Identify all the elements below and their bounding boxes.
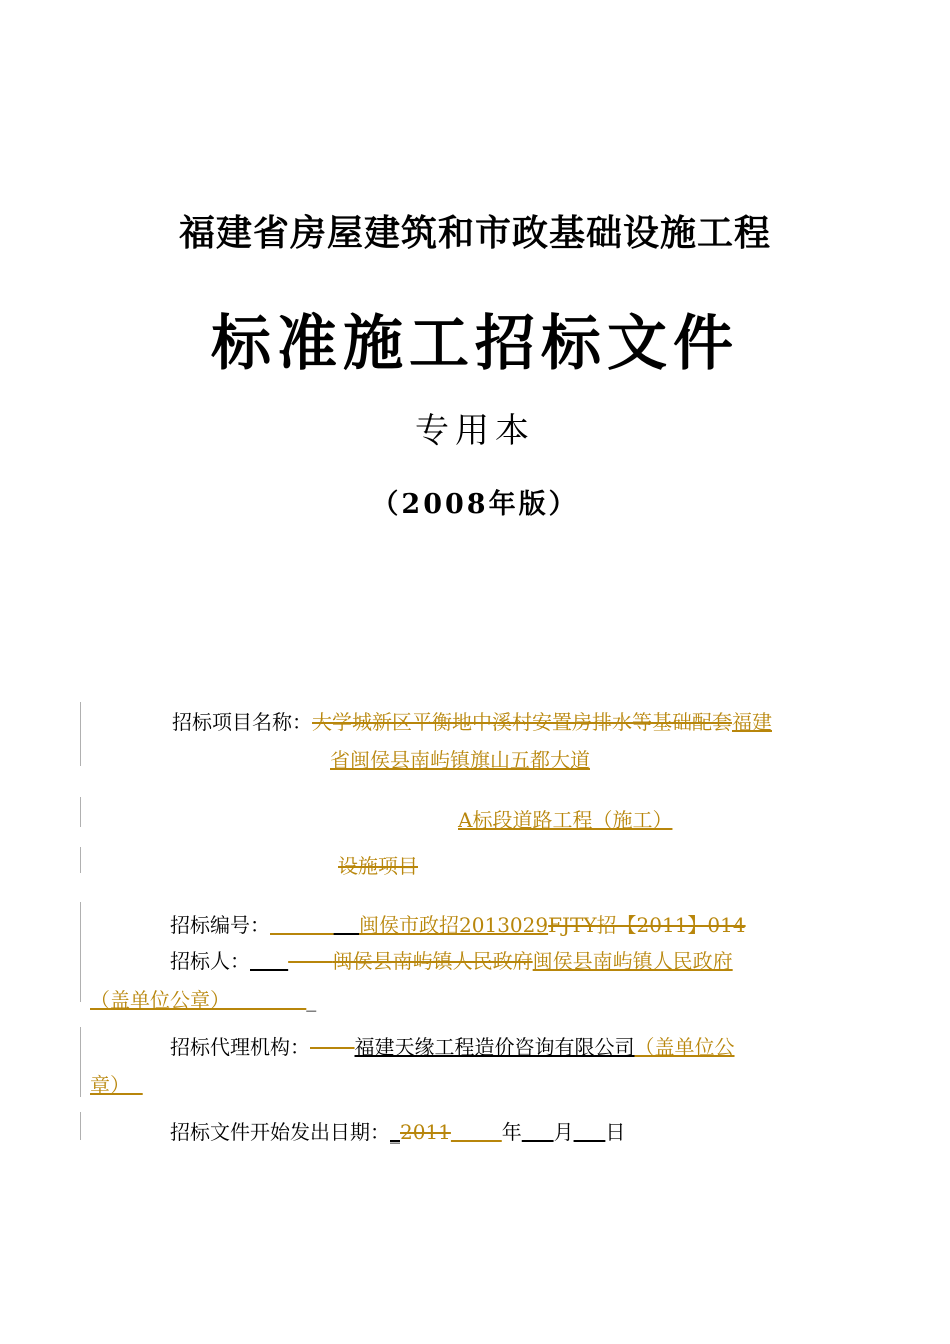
project-facility-line [338,850,418,879]
document-subtitle: 专用本 [415,411,535,451]
project-name-label: 招标项目名称： [172,710,312,734]
issue-date-day-unit: 日 [605,1120,626,1144]
tenderer-deleted [288,949,333,973]
change-bar [80,847,81,873]
agency-line [170,1031,735,1060]
change-bar [80,1027,81,1097]
project-section: A标段道路工程（施工） [458,808,673,832]
change-bar [80,702,81,766]
change-bar [80,1112,81,1140]
tender-number-deleted: FJTY招【2011】014 [548,913,746,937]
project-name-inserted: 福建 [732,710,772,734]
issue-date-year-unit: 年 [501,1120,522,1144]
issue-date-label: 招标文件开始发出日期： [170,1120,390,1144]
tenderer-seal-line: （盖单位公章） _ [90,988,317,1012]
change-bar [80,797,81,827]
project-name-line [172,706,772,735]
agency-label: 招标代理机构： [170,1035,310,1059]
tenderer-seal: （盖单位公章） [90,988,230,1012]
document-edition: （2008年版） [371,489,579,520]
tenderer-line: 招标人： 闽侯县南屿镇人民政府闽侯县南屿镇人民政府 [170,949,733,973]
tenderer-blank [250,949,288,973]
document-series-title: 福建省房屋建筑和市政基础设施工程 [178,212,771,254]
agency-seal-line [90,1069,143,1098]
tenderer-label: 招标人： [170,949,250,973]
project-name-deleted: 大学城新区平衡地中溪村安置房排水等基础配套 [312,710,732,734]
project-name-continued: 省闽侯县南屿镇旗山五都大道 [330,748,590,772]
tender-number-inserted: 闽侯市政招2013029 [359,913,549,937]
issue-date-year-deleted: 2011 [400,1120,451,1144]
agency-seal-continued: 章） [90,1073,130,1097]
tender-number-line [170,909,746,938]
change-bar [80,902,81,1002]
agency-seal: （盖单位公 [634,1035,735,1059]
document-main-title: 标准施工招标文件 [211,309,739,379]
issue-date-month-unit: 月 [553,1120,574,1144]
project-facility-deleted: 设施项目 [338,854,418,878]
agency-name: 福建天缘工程造价咨询有限公司 [354,1035,635,1059]
issue-date-line: 招标文件开始发出日期：_2011 年 月 日 [170,1120,626,1144]
tender-number-label: 招标编号： [170,913,270,937]
tenderer-inserted: 闽侯县南屿镇人民政府 [532,949,733,973]
tender-number-blank [270,913,334,937]
